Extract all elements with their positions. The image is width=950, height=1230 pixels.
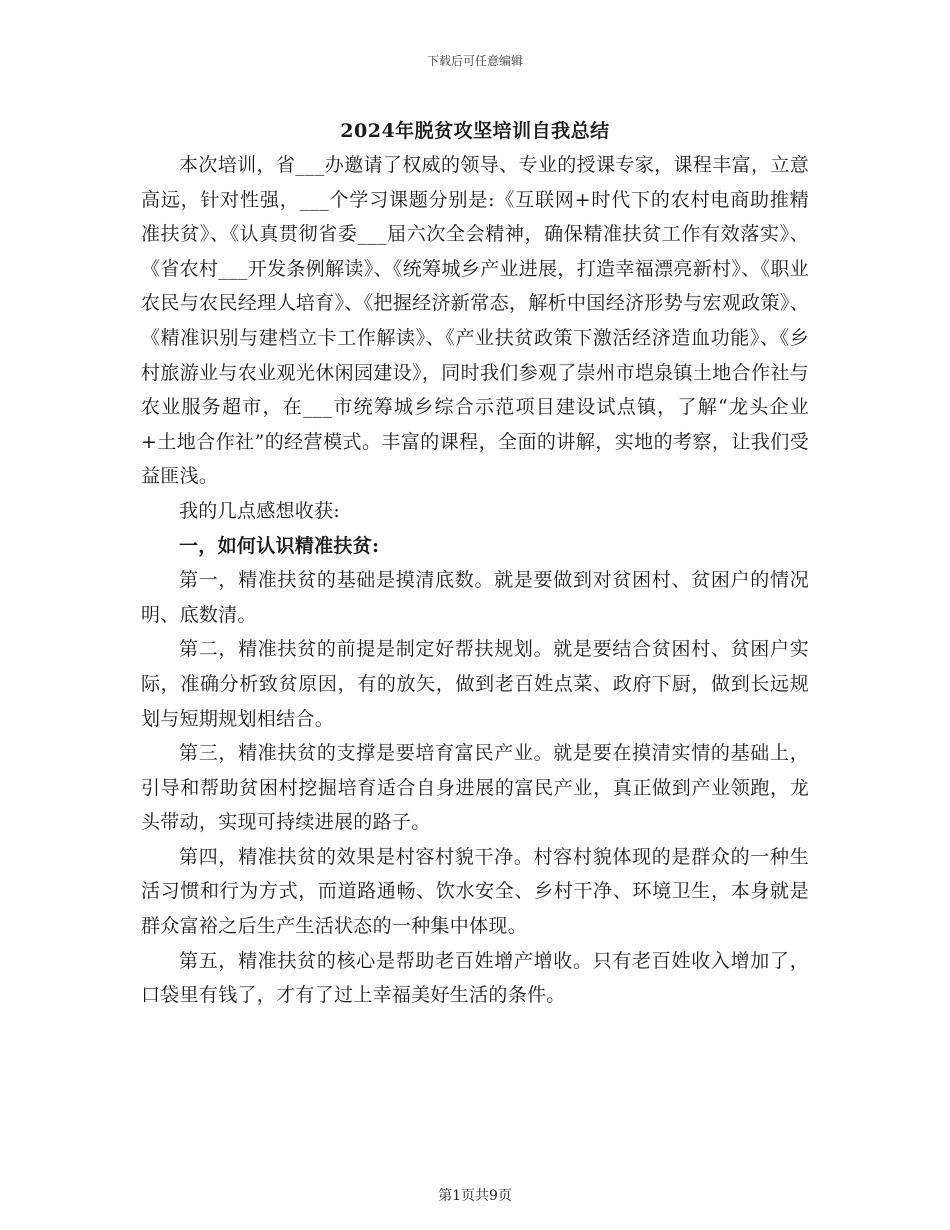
paragraph-intro: 本次培训，省___办邀请了权威的领导、专业的授课专家，课程丰富，立意高远，针对性强，___个学习课题分别是:《互联网+时代下的农村电商助推精准扶贫》、《认真贯彻省委___届六次全会精神，确保精准扶贫工作有效落实》、《省农村___开发条例解读》、《统筹城乡产业进展，打造幸福漂亮新村》、《职业农民与农民经理人培育》、《把握经济新常态，解析中国经济形势与宏观政策》、《精准识别与建档立卡工作解读》、《产业扶贫政策下激活经济造血功能》、《乡村旅游业与农业观光休闲园建设》，同时我们参观了崇州市垲泉镇土地合作社与农业服务超市，在___市统筹城乡综合示范项目建设试点镇，了解“龙头企业+土地合作社”的经营模式。丰富的课程，全面的讲解，实地的考察，让我们受益匪浅。 [141, 154, 809, 488]
paragraph-fourth: 第四，精准扶贫的效果是村容村貌干净。村容村貌体现的是群众的一种生活习惯和行为方式，而道路通畅、饮水安全、乡村干净、环境卫生，本身就是群众富裕之后生产生活状态的一种集中体现。 [141, 845, 809, 938]
paragraph-third: 第三，精准扶贫的支撑是要培育富民产业。就是要在摸清实情的基础上，引导和帮助贫困村挖掘培育适合自身进展的富民产业，真正做到产业领跑，龙头带动，实现可持续进展的路子。 [141, 742, 809, 834]
paragraph-first: 第一，精准扶贫的基础是摸清底数。就是要做到对贫困村、贫困户的情况明、底数清。 [141, 569, 809, 626]
document-title: 2024年脱贫攻坚培训自我总结 [340, 120, 610, 142]
paragraph-second: 第二，精准扶贫的前提是制定好帮扶规划。就是要结合贫困村、贫困户实际，准确分析致贫原因，有的放矢，做到老百姓点菜、政府下厨，做到长远规划与短期规划相结合。 [141, 638, 809, 730]
document-body [141, 148, 809, 1013]
paragraph-fifth: 第五，精准扶贫的核心是帮助老百姓增产增收。只有老百姓收入增加了，口袋里有钱了，才有了过上幸福美好生活的条件。 [141, 949, 809, 1007]
section-heading: 一，如何认识精准扶贫: [179, 534, 380, 557]
header-note: 下载后可任意编辑 [426, 54, 523, 68]
page-footer: 第1页共9页 [438, 1188, 512, 1204]
paragraph-gains-intro: 我的几点感想收获: [179, 499, 341, 522]
